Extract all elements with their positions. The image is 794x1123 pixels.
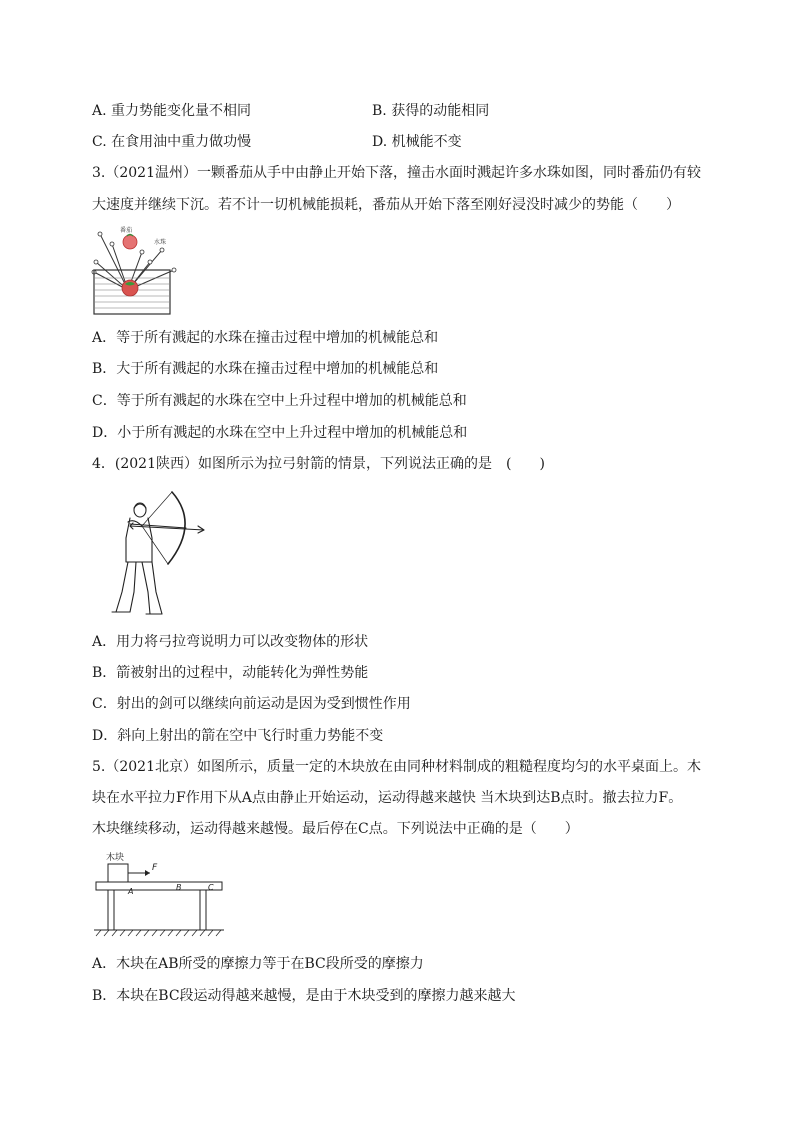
ground-hatching: [96, 930, 221, 936]
q5-stem-line2: 块在水平拉力F作用下从A点由静止开始运动，运动得越来越快 当木块到达B点时。撤去拉力F。: [92, 790, 683, 806]
q2-option-d: D. 机械能不变: [372, 134, 462, 150]
point-c-label: C: [208, 883, 214, 892]
q4-option-a: A．用力将弓拉弯说明力可以改变物体的形状: [92, 634, 369, 650]
table-leg-left: [108, 890, 114, 930]
q2-option-b: B. 获得的动能相同: [372, 103, 490, 119]
q5-stem-line1: 5.（2021北京）如图所示，质量一定的木块放在由同种材料制成的粗糙程度均匀的水平桌面上。木: [92, 759, 701, 775]
q2-option-c: C. 在食用油中重力做功慢: [92, 134, 252, 150]
point-a-label: A: [128, 887, 134, 896]
force-label: F: [152, 863, 158, 873]
falling-tomato: [123, 235, 137, 249]
q3-stem-line1: 3.（2021温州）一颗番茄从手中由静止开始下落，撞击水面时溅起许多水珠如图，同时番茄仍有较: [92, 165, 701, 181]
q3-tomato-splash-figure: [90, 222, 180, 318]
q2-option-a: A. 重力势能变化量不相同: [92, 103, 252, 119]
q4-option-c: C．射出的剑可以继续向前运动是因为受到惯性作用: [92, 696, 411, 712]
q5-block-table-figure: [92, 848, 228, 940]
q4-archer-figure: [100, 488, 212, 620]
q3-option-a: A．等于所有溅起的水珠在撞击过程中增加的机械能总和: [92, 330, 439, 346]
table-top: [96, 882, 222, 890]
archer-head: [134, 503, 146, 517]
q4-stem: 4．(2021陕西）如图所示为拉弓射箭的情景，下列说法正确的是 ( ): [92, 456, 545, 472]
q3-option-b: B．大于所有溅起的水珠在撞击过程中增加的机械能总和: [92, 361, 439, 377]
block-label: 木块: [106, 853, 125, 863]
q5-option-b: B．本块在BC段运动得越来越慢，是由于木块受到的摩擦力越来越大: [92, 988, 516, 1004]
q3-stem-line2: 大速度并继续下沉。若不计一切机械能损耗，番茄从开始下落至刚好浸没时减少的势能（ ）: [92, 197, 680, 213]
table-leg-right: [200, 890, 206, 930]
q5-option-a: A．木块在AB所受的摩擦力等于在BC段所受的摩擦力: [92, 956, 424, 972]
tomato-label: 番茄: [120, 227, 133, 234]
q3-option-d: D．小于所有溅起的水珠在空中上升过程中增加的机械能总和: [92, 425, 468, 441]
droplet-label: 水珠: [154, 239, 167, 246]
q5-stem-line3: 木块继续移动，运动得越来越慢。最后停在C点。下列说法中正确的是（ ）: [92, 821, 579, 837]
q4-option-d: D．斜向上射出的箭在空中飞行时重力势能不变: [92, 728, 384, 744]
q4-option-b: B．箭被射出的过程中，动能转化为弹性势能: [92, 665, 369, 681]
point-b-label: B: [176, 883, 182, 892]
wooden-block: [108, 864, 128, 882]
q3-option-c: C．等于所有溅起的水珠在空中上升过程中增加的机械能总和: [92, 393, 467, 409]
